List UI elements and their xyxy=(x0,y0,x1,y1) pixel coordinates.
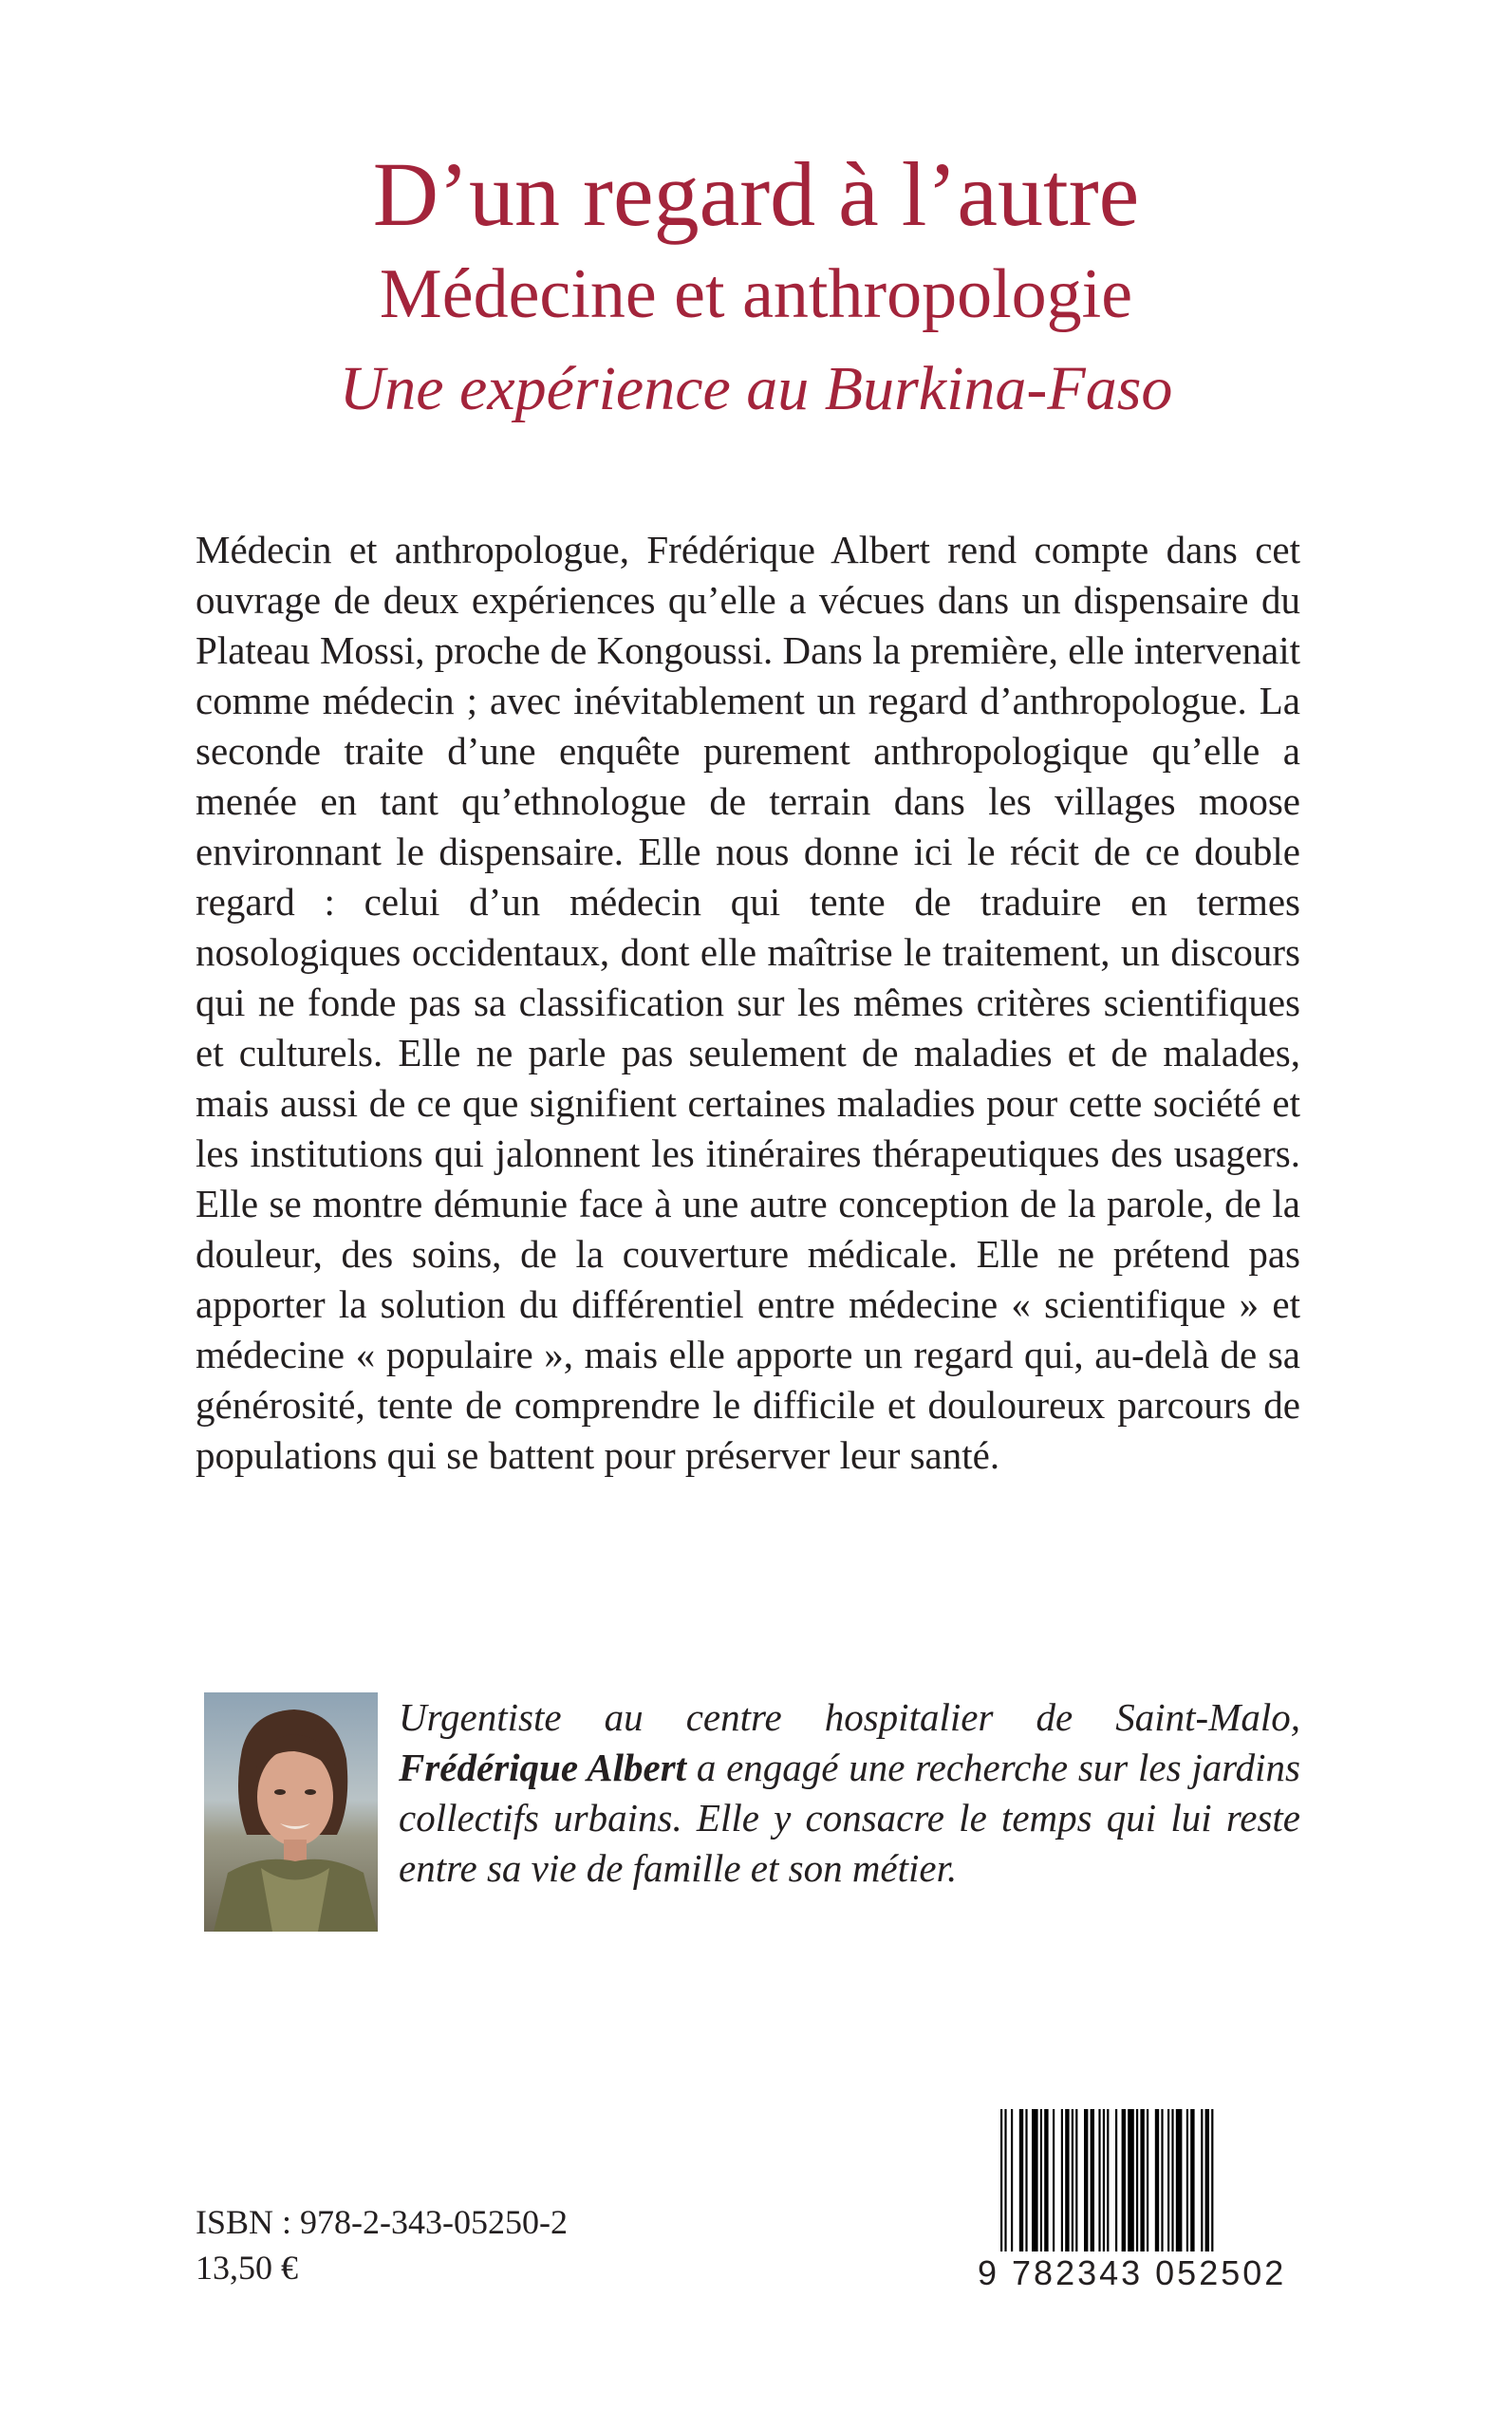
barcode-bar xyxy=(1190,2109,1194,2251)
author-bio-rest: a engagé une recherche sur les jardins collectifs urbains. Elle y consacre le temps qui lui reste entre sa vie de famille et son métier. xyxy=(399,1746,1301,1890)
barcode-bar xyxy=(1155,2109,1159,2251)
barcode-bar xyxy=(1167,2109,1169,2251)
book-subtitle: Médecine et anthropologie xyxy=(379,255,1133,333)
book-title: D’un regard à l’autre xyxy=(372,143,1140,245)
author-name: Frédérique Albert xyxy=(399,1746,687,1789)
barcode-bar xyxy=(1201,2109,1203,2251)
barcode-bar xyxy=(1011,2109,1013,2251)
barcode-bar xyxy=(1211,2109,1213,2251)
barcode-bar xyxy=(1065,2109,1069,2251)
barcode-bar xyxy=(1103,2109,1105,2251)
barcode-bar xyxy=(1176,2109,1183,2251)
barcode xyxy=(997,2109,1310,2270)
barcode-bar xyxy=(1044,2109,1048,2251)
barcode-bar xyxy=(1075,2109,1077,2251)
barcode-bar xyxy=(1040,2109,1042,2251)
barcode-bar xyxy=(1000,2109,1002,2251)
price-label: 13,50 € xyxy=(196,2249,298,2287)
barcode-bar xyxy=(1019,2109,1023,2251)
barcode-bar xyxy=(1186,2109,1188,2251)
barcode-bar xyxy=(1084,2109,1088,2251)
book-tagline: Une expérience au Burkina-Faso xyxy=(339,354,1173,423)
barcode-bar xyxy=(1053,2109,1055,2251)
barcode-bar xyxy=(1061,2109,1063,2251)
isbn-label: ISBN : 978-2-343-05250-2 xyxy=(196,2203,568,2241)
barcode-bar xyxy=(1091,2109,1094,2251)
author-bio xyxy=(399,1692,1300,1894)
barcode-bar xyxy=(1128,2109,1134,2251)
barcode-bar xyxy=(1122,2109,1126,2251)
barcode-bar xyxy=(1032,2109,1038,2251)
barcode-bar xyxy=(1140,2109,1144,2251)
barcode-bar xyxy=(1171,2109,1173,2251)
barcode-bar xyxy=(1072,2109,1073,2251)
barcode-bar xyxy=(1107,2109,1109,2251)
back-cover-blurb: Médecin et anthropologue, Frédérique Albert rend compte dans cet ouvrage de deux expériences qu’elle a vécues dans un dispensaire du Plateau Mossi, proche de Kongoussi. Dans la première, elle intervenait comme médecin ; avec inévitablement un regard d’anthropologue. La seconde traite d’une enquête purement anthropologique qu’elle a menée en tant qu’ethnologue de terrain dans les villages moose environnant le dispensaire. Elle nous donne ici le récit de ce double regard : celui d’un médecin qui tente de traduire en termes nosologiques occidentaux, dont elle maîtrise le traitement, un discours qui ne fonde pas sa classification sur les mêmes critères scientifiques et culturels. Elle ne parle pas seulement de maladies et de malades, mais aussi de ce que signifient certaines maladies pour cette société et les institutions qui jalonnent les itinéraires thérapeutiques des usagers. Elle se montre démunie face à une autre conception de la parole, de la douleur, des soins, de la couverture médicale. Elle ne prétend pas apporter la solution du différentiel entre médecine « scientifique » et médecine « populaire », mais elle apporte un regard qui, au-delà de sa générosité, tente de comprendre le difficile et douloureux parcours de populations qui se battent pour préserver leur santé. xyxy=(196,528,1300,1477)
barcode-bar xyxy=(1161,2109,1163,2251)
author-bio-intro: Urgentiste au centre hospitalier de Saint-Malo, xyxy=(399,1695,1300,1739)
barcode-bar xyxy=(1115,2109,1117,2251)
barcode-bar xyxy=(1025,2109,1027,2251)
author-photo xyxy=(204,1692,378,1932)
barcode-bar xyxy=(1136,2109,1138,2251)
barcode-bar xyxy=(1004,2109,1006,2251)
barcode-bar xyxy=(1098,2109,1100,2251)
barcode-digits: 9 782343 052502 xyxy=(978,2253,1287,2292)
barcode-bar xyxy=(1147,2109,1148,2251)
cover-title-block xyxy=(0,142,1512,437)
barcode-bar xyxy=(1205,2109,1209,2251)
